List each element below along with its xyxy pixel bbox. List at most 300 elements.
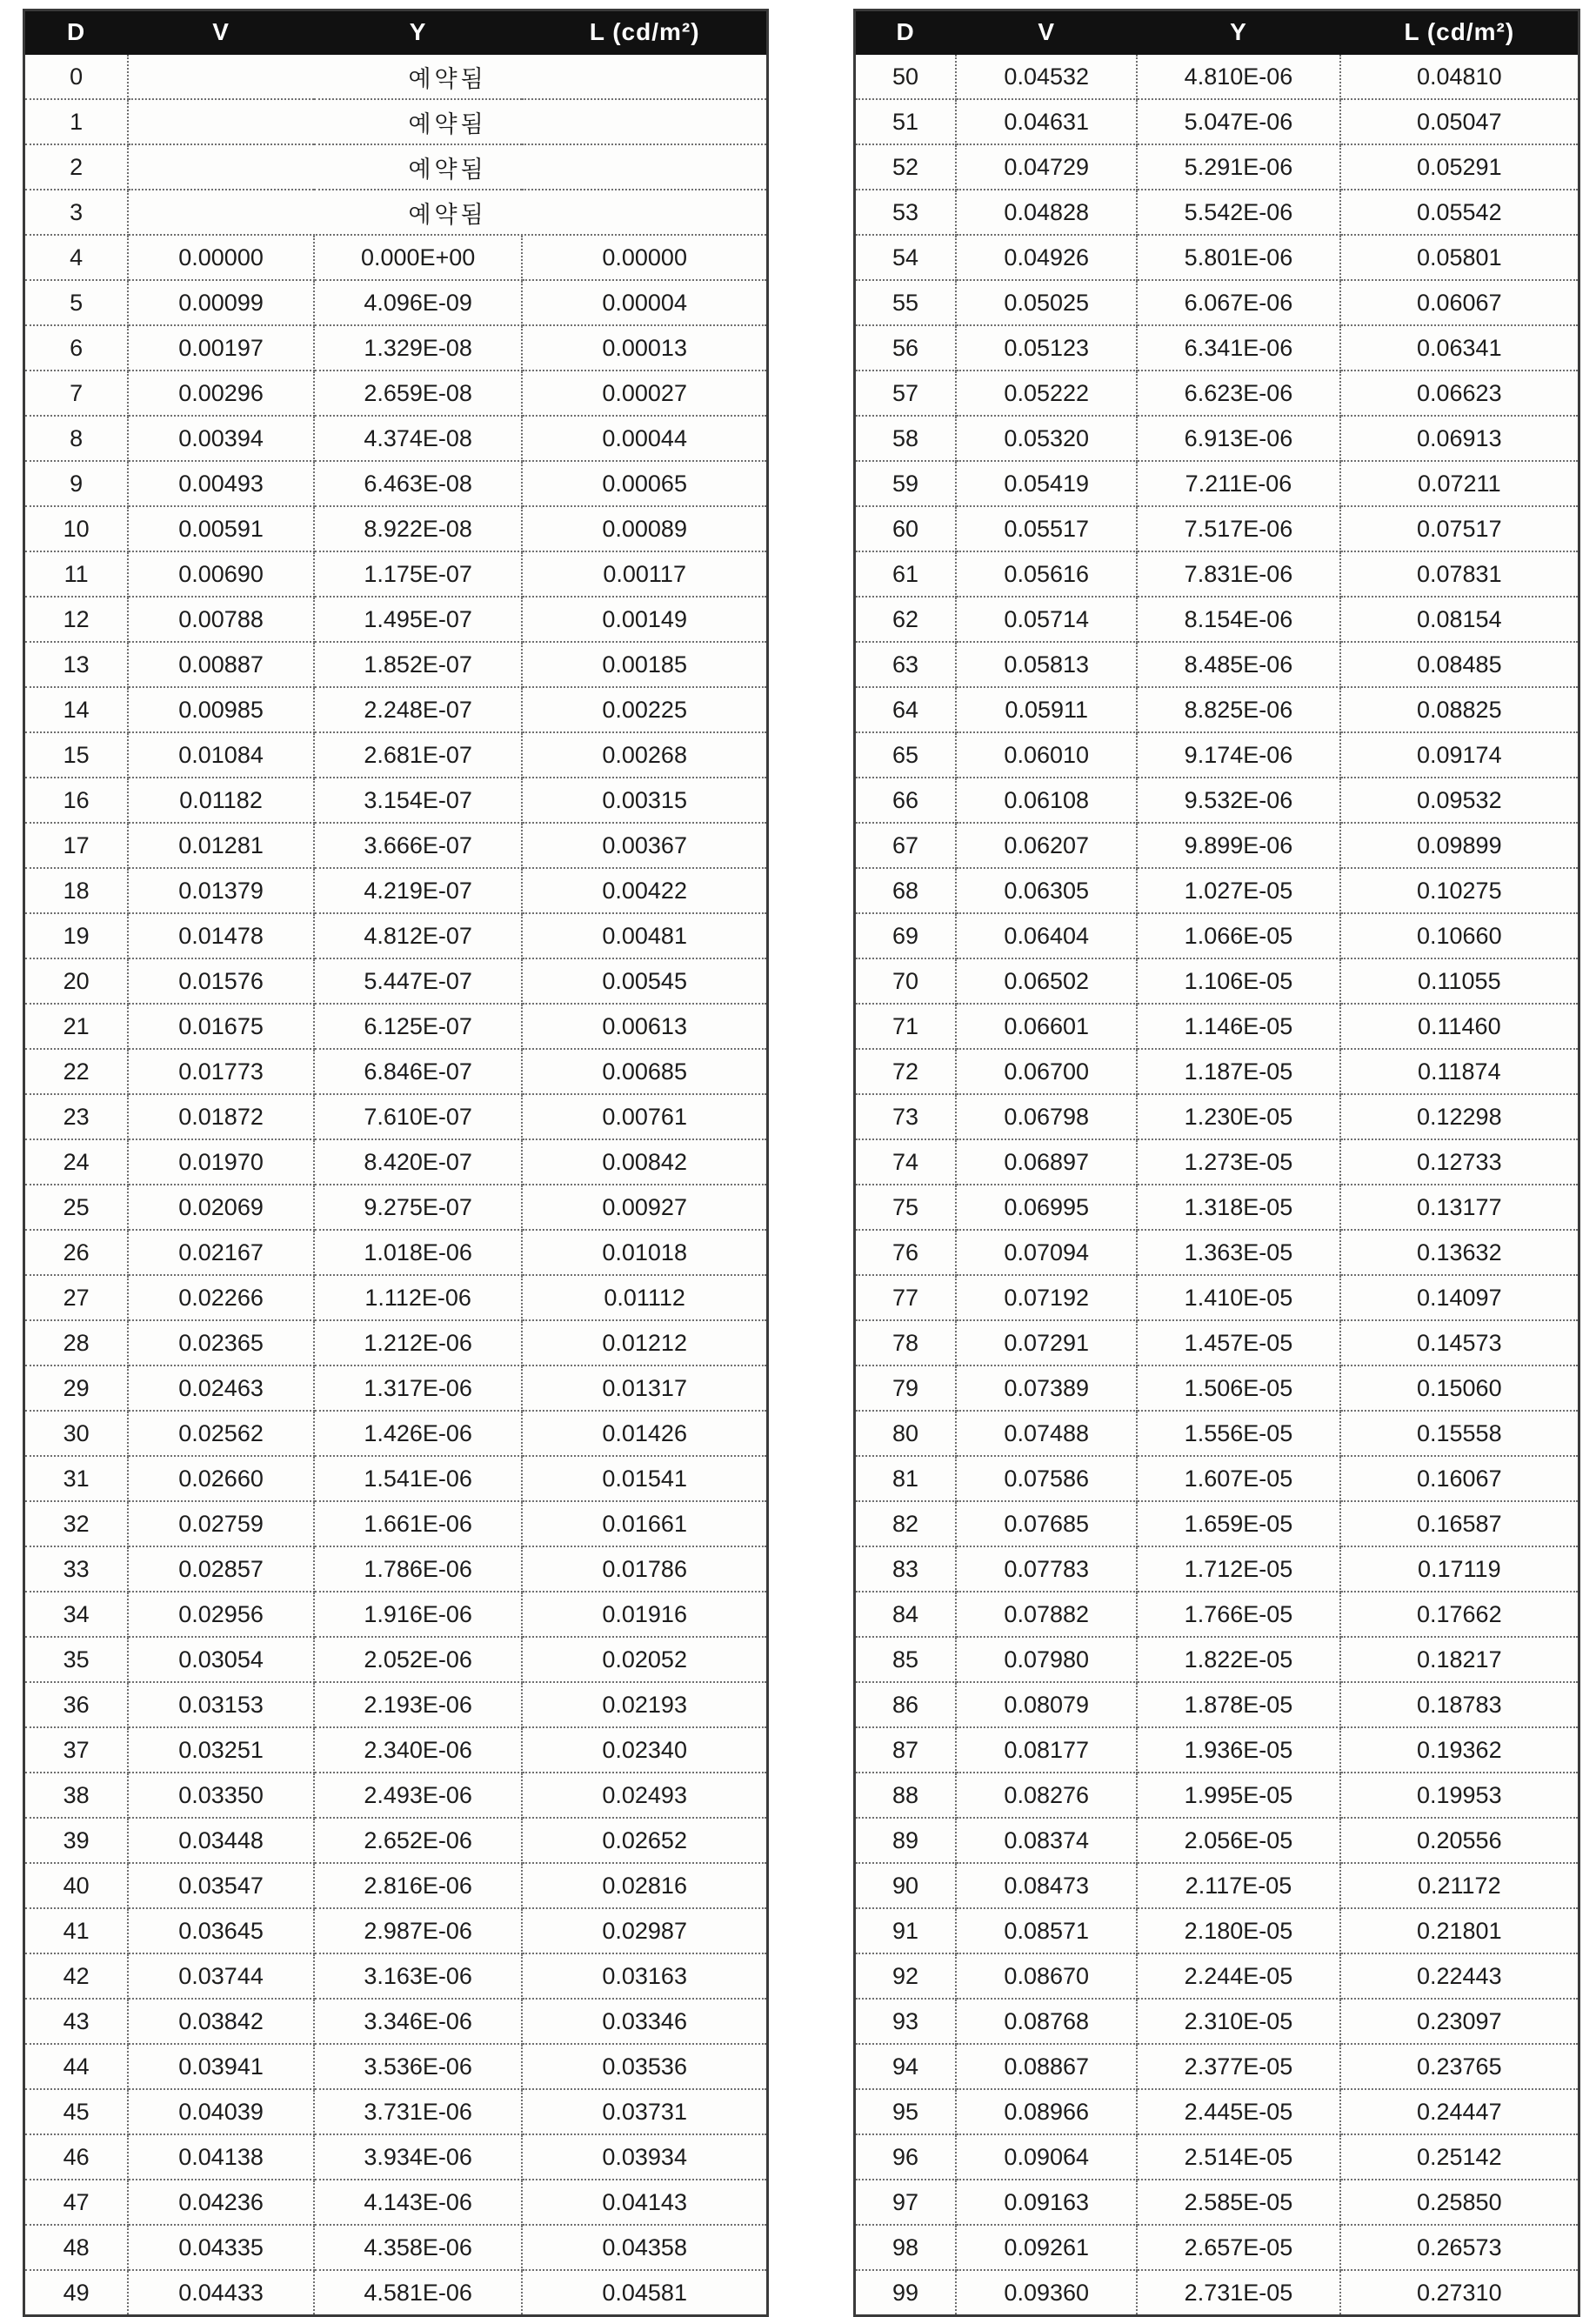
cell-y: 5.047E-06 [1137,99,1339,144]
cell-y: 1.995E-05 [1137,1773,1339,1818]
cell-v: 0.03842 [128,1999,314,2044]
cell-d: 11 [24,551,129,597]
cell-y: 1.273E-05 [1137,1139,1339,1185]
table-row [855,1818,1579,1863]
cell-d: 29 [24,1365,129,1411]
cell-y: 0.000E+00 [314,235,522,280]
cell-v: 0.08571 [956,1908,1137,1953]
cell-d: 16 [24,778,129,823]
cell-d: 32 [24,1501,129,1546]
cell-v: 0.00000 [128,235,314,280]
table-row [24,371,768,416]
cell-y: 9.174E-06 [1137,732,1339,778]
cell-l: 0.13632 [1340,1230,1579,1275]
cell-v: 0.04631 [956,99,1137,144]
cell-d: 73 [855,1094,957,1139]
table-row [855,778,1579,823]
cell-v: 0.03448 [128,1818,314,1863]
table-row [24,1908,768,1953]
cell-d: 40 [24,1863,129,1908]
cell-l: 0.01018 [522,1230,767,1275]
cell-l: 0.00044 [522,416,767,461]
cell-y: 1.916E-06 [314,1592,522,1637]
table-row [855,1049,1579,1094]
table-row [855,1004,1579,1049]
cell-d: 17 [24,823,129,868]
cell-d: 14 [24,687,129,732]
cell-l: 0.27310 [1340,2270,1579,2316]
table-row [855,958,1579,1004]
table-row [24,1637,768,1682]
cell-l: 0.00315 [522,778,767,823]
cell-v: 0.08768 [956,1999,1137,2044]
cell-d: 81 [855,1456,957,1501]
cell-d: 91 [855,1908,957,1953]
cell-v: 0.06601 [956,1004,1137,1049]
cell-v: 0.09163 [956,2180,1137,2225]
cell-y: 2.652E-06 [314,1818,522,1863]
cell-y: 3.163E-06 [314,1953,522,1999]
cell-y: 1.457E-05 [1137,1320,1339,1365]
cell-d: 22 [24,1049,129,1094]
cell-l: 0.10275 [1340,868,1579,913]
cell-d: 57 [855,371,957,416]
table-row [24,2225,768,2270]
cell-v: 0.03547 [128,1863,314,1908]
cell-l: 0.00013 [522,325,767,371]
cell-y: 1.936E-05 [1137,1727,1339,1773]
cell-v: 0.04926 [956,235,1137,280]
cell-y: 8.825E-06 [1137,687,1339,732]
table-row [24,1411,768,1456]
table-row [24,280,768,325]
cell-y: 7.610E-07 [314,1094,522,1139]
table-row [855,642,1579,687]
cell-d: 58 [855,416,957,461]
cell-y: 2.117E-05 [1137,1863,1339,1908]
cell-y: 2.816E-06 [314,1863,522,1908]
cell-l: 0.05291 [1340,144,1579,190]
cell-v: 0.00493 [128,461,314,506]
cell-v: 0.04236 [128,2180,314,2225]
cell-y: 2.987E-06 [314,1908,522,1953]
cell-d: 80 [855,1411,957,1456]
table-row [855,1230,1579,1275]
table-row [855,1592,1579,1637]
cell-d: 86 [855,1682,957,1727]
cell-y: 2.056E-05 [1137,1818,1339,1863]
table-row [855,371,1579,416]
cell-d: 94 [855,2044,957,2089]
cell-y: 3.154E-07 [314,778,522,823]
cell-d: 42 [24,1953,129,1999]
cell-d: 26 [24,1230,129,1275]
cell-d: 82 [855,1501,957,1546]
table-row [855,551,1579,597]
cell-l: 0.23765 [1340,2044,1579,2089]
cell-v: 0.08966 [956,2089,1137,2134]
cell-d: 52 [855,144,957,190]
cell-reserved: 예약됨 [128,54,767,99]
table-row [24,1818,768,1863]
cell-v: 0.04532 [956,54,1137,99]
cell-l: 0.01317 [522,1365,767,1411]
cell-l: 0.00613 [522,1004,767,1049]
cell-l: 0.19362 [1340,1727,1579,1773]
table-row [855,1953,1579,1999]
cell-l: 0.01541 [522,1456,767,1501]
cell-l: 0.05542 [1340,190,1579,235]
cell-d: 74 [855,1139,957,1185]
table-row [24,823,768,868]
cell-l: 0.00685 [522,1049,767,1094]
cell-l: 0.10660 [1340,913,1579,958]
cell-v: 0.05419 [956,461,1137,506]
cell-l: 0.19953 [1340,1773,1579,1818]
cell-d: 93 [855,1999,957,2044]
right-table-body [855,54,1579,2316]
cell-l: 0.02816 [522,1863,767,1908]
cell-v: 0.06798 [956,1094,1137,1139]
table-row [24,868,768,913]
cell-l: 0.25142 [1340,2134,1579,2180]
cell-d: 19 [24,913,129,958]
cell-y: 2.493E-06 [314,1773,522,1818]
cell-l: 0.01426 [522,1411,767,1456]
cell-d: 95 [855,2089,957,2134]
cell-y: 1.329E-08 [314,325,522,371]
cell-l: 0.03934 [522,2134,767,2180]
cell-v: 0.07685 [956,1501,1137,1546]
cell-v: 0.00591 [128,506,314,551]
cell-d: 62 [855,597,957,642]
cell-v: 0.08867 [956,2044,1137,2089]
cell-l: 0.03346 [522,1999,767,2044]
cell-d: 39 [24,1818,129,1863]
cell-l: 0.14097 [1340,1275,1579,1320]
cell-y: 9.275E-07 [314,1185,522,1230]
cell-y: 2.310E-05 [1137,1999,1339,2044]
column-header-d: D [855,10,957,55]
cell-v: 0.01182 [128,778,314,823]
table-row [24,1773,768,1818]
cell-y: 1.146E-05 [1137,1004,1339,1049]
cell-y: 1.607E-05 [1137,1456,1339,1501]
cell-d: 1 [24,99,129,144]
cell-l: 0.08485 [1340,642,1579,687]
table-row [855,1275,1579,1320]
cell-d: 88 [855,1773,957,1818]
cell-d: 78 [855,1320,957,1365]
table-row [855,913,1579,958]
table-row [855,1999,1579,2044]
cell-l: 0.04581 [522,2270,767,2316]
cell-v: 0.07094 [956,1230,1137,1275]
cell-y: 2.657E-05 [1137,2225,1339,2270]
cell-v: 0.04729 [956,144,1137,190]
cell-d: 90 [855,1863,957,1908]
cell-y: 1.556E-05 [1137,1411,1339,1456]
cell-v: 0.03744 [128,1953,314,1999]
cell-y: 2.244E-05 [1137,1953,1339,1999]
cell-d: 98 [855,2225,957,2270]
cell-v: 0.02365 [128,1320,314,1365]
cell-y: 9.899E-06 [1137,823,1339,868]
cell-v: 0.01084 [128,732,314,778]
table-row [24,1004,768,1049]
cell-y: 1.852E-07 [314,642,522,687]
table-row [855,1185,1579,1230]
cell-v: 0.07291 [956,1320,1137,1365]
cell-v: 0.02956 [128,1592,314,1637]
cell-d: 97 [855,2180,957,2225]
cell-y: 1.018E-06 [314,1230,522,1275]
cell-v: 0.01281 [128,823,314,868]
cell-v: 0.05616 [956,551,1137,597]
cell-v: 0.01675 [128,1004,314,1049]
cell-l: 0.05047 [1340,99,1579,144]
cell-v: 0.05517 [956,506,1137,551]
cell-v: 0.01970 [128,1139,314,1185]
table-row [855,1094,1579,1139]
cell-y: 1.175E-07 [314,551,522,597]
cell-l: 0.08154 [1340,597,1579,642]
cell-l: 0.04810 [1340,54,1579,99]
cell-d: 56 [855,325,957,371]
cell-y: 1.766E-05 [1137,1592,1339,1637]
cell-v: 0.07783 [956,1546,1137,1592]
cell-d: 7 [24,371,129,416]
cell-l: 0.00367 [522,823,767,868]
cell-y: 2.052E-06 [314,1637,522,1682]
cell-l: 0.15558 [1340,1411,1579,1456]
cell-y: 1.541E-06 [314,1456,522,1501]
cell-y: 1.363E-05 [1137,1230,1339,1275]
table-row [24,1546,768,1592]
cell-y: 2.377E-05 [1137,2044,1339,2089]
cell-l: 0.02052 [522,1637,767,1682]
table-row [855,1773,1579,1818]
cell-v: 0.07389 [956,1365,1137,1411]
cell-d: 76 [855,1230,957,1275]
table-row [855,2270,1579,2316]
cell-l: 0.23097 [1340,1999,1579,2044]
cell-v: 0.07882 [956,1592,1137,1637]
cell-l: 0.17662 [1340,1592,1579,1637]
cell-d: 66 [855,778,957,823]
cell-v: 0.04138 [128,2134,314,2180]
table-row [24,461,768,506]
cell-y: 2.585E-05 [1137,2180,1339,2225]
cell-l: 0.11874 [1340,1049,1579,1094]
cell-y: 1.506E-05 [1137,1365,1339,1411]
cell-v: 0.09064 [956,2134,1137,2180]
cell-d: 67 [855,823,957,868]
cell-y: 8.420E-07 [314,1139,522,1185]
cell-d: 54 [855,235,957,280]
cell-l: 0.04143 [522,2180,767,2225]
cell-y: 6.125E-07 [314,1004,522,1049]
cell-d: 92 [855,1953,957,1999]
cell-v: 0.07488 [956,1411,1137,1456]
cell-v: 0.06207 [956,823,1137,868]
cell-y: 4.096E-09 [314,280,522,325]
cell-l: 0.00000 [522,235,767,280]
cell-y: 4.219E-07 [314,868,522,913]
cell-l: 0.07517 [1340,506,1579,551]
right-table-header [855,10,1579,55]
cell-v: 0.00197 [128,325,314,371]
cell-reserved: 예약됨 [128,144,767,190]
cell-y: 2.248E-07 [314,687,522,732]
cell-y: 1.066E-05 [1137,913,1339,958]
cell-d: 89 [855,1818,957,1863]
cell-l: 0.00422 [522,868,767,913]
cell-d: 68 [855,868,957,913]
cell-l: 0.01112 [522,1275,767,1320]
cell-v: 0.01478 [128,913,314,958]
cell-d: 27 [24,1275,129,1320]
cell-l: 0.03163 [522,1953,767,1999]
table-row [24,687,768,732]
cell-v: 0.01576 [128,958,314,1004]
cell-v: 0.01872 [128,1094,314,1139]
cell-y: 1.027E-05 [1137,868,1339,913]
table-row [24,2134,768,2180]
cell-d: 37 [24,1727,129,1773]
table-row [24,1320,768,1365]
cell-l: 0.00149 [522,597,767,642]
table-row [24,958,768,1004]
table-row [24,190,768,235]
cell-d: 63 [855,642,957,687]
cell-v: 0.08473 [956,1863,1137,1908]
cell-y: 1.661E-06 [314,1501,522,1546]
cell-y: 2.659E-08 [314,371,522,416]
left-table-body [24,54,768,2316]
right-table [853,9,1580,2317]
cell-d: 59 [855,461,957,506]
table-row [24,2270,768,2316]
cell-l: 0.14573 [1340,1320,1579,1365]
cell-l: 0.01661 [522,1501,767,1546]
cell-y: 4.374E-08 [314,416,522,461]
table-row [24,551,768,597]
cell-l: 0.06067 [1340,280,1579,325]
cell-y: 2.340E-06 [314,1727,522,1773]
table-row [24,1501,768,1546]
cell-v: 0.05320 [956,416,1137,461]
cell-d: 43 [24,1999,129,2044]
cell-y: 2.193E-06 [314,1682,522,1727]
cell-d: 46 [24,2134,129,2180]
table-row [855,1863,1579,1908]
cell-y: 9.532E-06 [1137,778,1339,823]
table-row [855,280,1579,325]
cell-d: 77 [855,1275,957,1320]
cell-l: 0.00761 [522,1094,767,1139]
table-row [855,1637,1579,1682]
cell-y: 4.810E-06 [1137,54,1339,99]
cell-l: 0.00089 [522,506,767,551]
table-row [24,1365,768,1411]
cell-y: 6.067E-06 [1137,280,1339,325]
cell-v: 0.06108 [956,778,1137,823]
table-row [855,687,1579,732]
cell-d: 47 [24,2180,129,2225]
cell-d: 71 [855,1004,957,1049]
cell-l: 0.26573 [1340,2225,1579,2270]
cell-l: 0.09174 [1340,732,1579,778]
cell-l: 0.12733 [1340,1139,1579,1185]
cell-y: 1.410E-05 [1137,1275,1339,1320]
cell-l: 0.11055 [1340,958,1579,1004]
cell-y: 5.801E-06 [1137,235,1339,280]
table-row [24,1230,768,1275]
cell-y: 1.212E-06 [314,1320,522,1365]
cell-d: 84 [855,1592,957,1637]
cell-v: 0.03251 [128,1727,314,1773]
cell-l: 0.04358 [522,2225,767,2270]
cell-l: 0.20556 [1340,1818,1579,1863]
cell-y: 1.106E-05 [1137,958,1339,1004]
cell-v: 0.03941 [128,2044,314,2089]
column-header-d: D [24,10,129,55]
cell-l: 0.01916 [522,1592,767,1637]
cell-y: 3.346E-06 [314,1999,522,2044]
table-row [855,54,1579,99]
table-row [24,235,768,280]
cell-v: 0.05714 [956,597,1137,642]
cell-v: 0.01379 [128,868,314,913]
cell-v: 0.05813 [956,642,1137,687]
table-row [24,506,768,551]
cell-d: 35 [24,1637,129,1682]
cell-d: 4 [24,235,129,280]
cell-d: 2 [24,144,129,190]
table-row [24,2180,768,2225]
table-row [24,1185,768,1230]
cell-v: 0.02759 [128,1501,314,1546]
cell-v: 0.06700 [956,1049,1137,1094]
cell-l: 0.01786 [522,1546,767,1592]
cell-d: 21 [24,1004,129,1049]
cell-y: 4.143E-06 [314,2180,522,2225]
cell-d: 10 [24,506,129,551]
cell-y: 3.536E-06 [314,2044,522,2089]
cell-d: 65 [855,732,957,778]
table-row [855,2225,1579,2270]
cell-l: 0.00927 [522,1185,767,1230]
cell-v: 0.03350 [128,1773,314,1818]
table-row [855,2089,1579,2134]
cell-l: 0.06913 [1340,416,1579,461]
table-row [855,325,1579,371]
cell-v: 0.02266 [128,1275,314,1320]
cell-v: 0.09360 [956,2270,1137,2316]
cell-v: 0.00788 [128,597,314,642]
cell-d: 85 [855,1637,957,1682]
cell-d: 36 [24,1682,129,1727]
table-row [24,597,768,642]
cell-y: 1.318E-05 [1137,1185,1339,1230]
table-row [855,190,1579,235]
cell-d: 61 [855,551,957,597]
table-row [24,144,768,190]
cell-l: 0.03536 [522,2044,767,2089]
cell-l: 0.09532 [1340,778,1579,823]
cell-v: 0.04828 [956,190,1137,235]
